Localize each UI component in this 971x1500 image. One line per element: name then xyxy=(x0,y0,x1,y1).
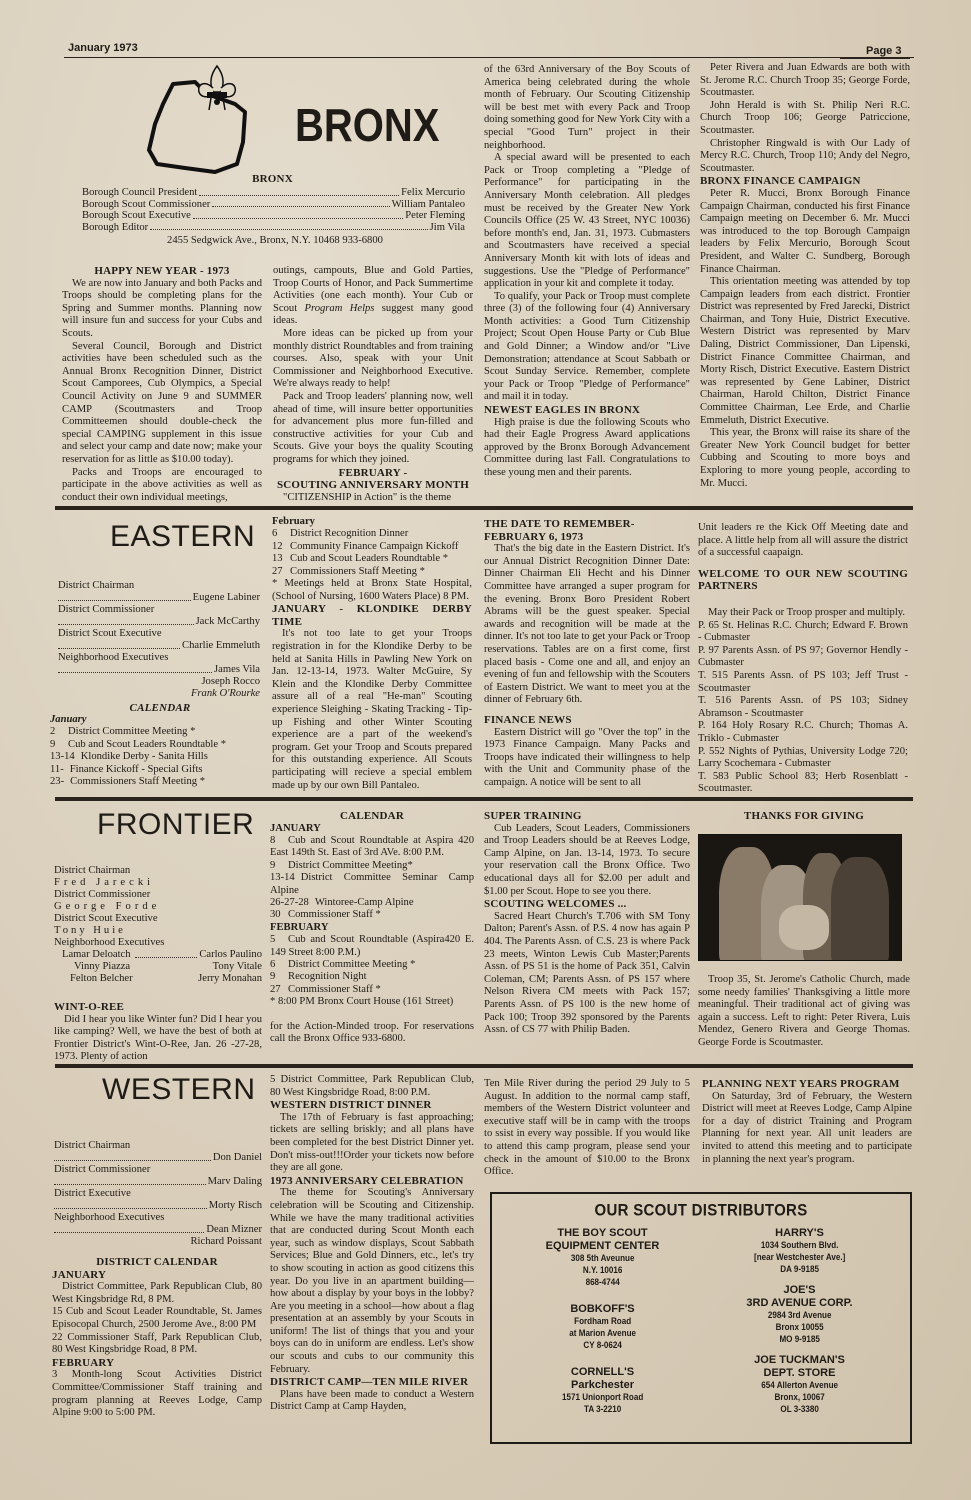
calendar-row: 23- Commissioners Staff Meeting * xyxy=(50,776,205,788)
article-heading: JANUARY - KLONDIKE DERBY TIME xyxy=(272,603,472,628)
distributor-store: CORNELL'S Parkchester 1571 Unionport Road TA 3-2210 xyxy=(561,1366,644,1415)
eastern-section-title: EASTERN xyxy=(110,520,256,553)
eastern-february-calendar: February 6 District Recognition Dinner 12 Community Finance Campaign Kickoff 13 Cub and Scout Leaders Roundtable * 27 Commissioners Staff Meeting * * Meetings held at Bronx State Hospital, (School of Nursing, 1600 Waters Place) 8 PM. JANUARY - KLONDIKE DERBY TIME It's not too late to get your Troops registration in for the Klondike Derby to be held at Sanita Hills in Pawling New York on Jan. 12-13-14, 1973. Walter McGuire, Sy Klein and the Klondike Derby Committee assure all of a real "He-man" Scouting experience Sleighing - Skating Tracking - Tip-up Fishing and other Winter Scouting experience are a part of the weekend's program. Get your Troop and Scouts prepared for this outstanding experience. All Scouts participating will recieve a special emblem made up by our own Bill Pantaleo. xyxy=(272,516,472,791)
article-heading: PLANNING NEXT YEARS PROGRAM xyxy=(702,1078,900,1090)
article-heading: FINANCE NEWS xyxy=(484,713,572,726)
partner-unit: T. 515 Parents Assn. of PS 103; Jeff Trust - Scoutmaster xyxy=(698,669,908,694)
distributors-left-column xyxy=(514,1227,691,1430)
article-heading: SCOUTING ANNIVERSARY MONTH xyxy=(276,479,470,492)
calendar-row: 9 District Committee Meeting* xyxy=(270,859,413,871)
partner-unit: P. 552 Nights of Pythias, University Lodge 720; Larry Scochemara - Cubmaster xyxy=(698,745,908,770)
western-section-title: WESTERN xyxy=(102,1073,256,1106)
bronx-officers-list xyxy=(82,187,465,233)
calendar-row: 13-14 District Committee Seminar Camp Alpine xyxy=(270,872,474,896)
calendar-row: 6 District Committee Meeting * xyxy=(270,959,416,971)
article-new-partners: Unit leaders re the Kick Off Meeting date and place. A little help from all will assure the district of a successful caapaign. WELCOME TO OUR NEW SCOUTING PARTNERS May their Pack or Troop prosper and multiply. P. 65 St. Helinas R.C. Church; Edward F. Brown - Cubmaster P. 97 Parents Assn. of PS 97; Governor Hendly - Cubmaster T. 515 Parents Assn. of PS 103; Jeff Trust - Scoutmaster T. 516 Parents Assn. of PS 103; Sidney Abramson - Scoutmaster P. 164 Holy Rosary R.C. Church; Thomas A. Triklo - Cubmaster P. 552 Nights of Pythias, University Lodge 720; Larry Scochemara - Cubmaster T. 583 Public School 83; Herb Rosenblatt - Scoutmaster. xyxy=(698,522,908,795)
article-happy-new-year: HAPPY NEW YEAR - 1973 We are now into January and both Packs and Troops should be completing plans for the Spring and Summer months. Planning now will insure fun and success for your Cubs and Scouts. Several Council, Borough and District activities have been scheduled such as the Annual Bronx Recognition Dinner, District Scout Camporees, Cub Olympics, a Special Council Activity on June 9 and SUMMER CAMP (Scoutmasters and Troop Committeemen should double-check the special CAMPING supplement in this issue and select your camp and date now; make your reservation for as little as $10.00 today). Packs and Troops are encouraged to participate in the above activities as well as conduct their own individual meetings, xyxy=(62,265,262,503)
thanksgiving-photo xyxy=(698,834,902,961)
eastern-calendar-heading: CALENDAR xyxy=(129,702,191,714)
eastern-officers-list: District Chairman Eugene Labiner District Commissioner Jack McCarthy District Scout Executive Charlie Emmeluth Neighborhood Executives James Vila Joseph Rocco Frank O'Rourke xyxy=(58,580,260,699)
calendar-row: 13-14 Klondike Derby - Sanita Hills xyxy=(50,751,208,763)
article-heading: SUPER TRAINING xyxy=(484,810,582,822)
officer-row: Borough Council President Felix Mercurio xyxy=(82,187,465,198)
article-district-camp-cont: Ten Mile River during the period 29 July to 5 August. In addition to the normal camp staff, members of the Western District volunteer and executive staff will be in camp with the troops to ssist in every way possible. If you would like to attend this camp program, please send your check in the amount of $10.00 to the Bronx Office. xyxy=(484,1078,690,1178)
calendar-row: 9 Recognition Night xyxy=(270,971,367,983)
section-divider xyxy=(55,506,913,510)
header-rule xyxy=(64,57,914,58)
article-happy-new-year-cont: outings, campouts, Blue and Gold Parties, Troop Courts of Honor, and Pack Summertime Activities (one each month). Your Cub or Scout Program Helps suggest many good ideas. More ideas can be picked up from your monthly district Roundtables and from training courses. Also, speak with your Unit Commissioner and Neighborhood Executive. We're always ready to help! Pack and Troop leaders' planning now, well ahead of time, will insure better opportunities for advancement plus more fun-filled and constructive activities for your Cub and Scouts. Give your boys the quality Scouting programs for which they joined. FEBRUARY - SCOUTING ANNIVERSARY MONTH "CITIZENSHIP in Action" is the theme xyxy=(273,265,474,503)
partner-unit: P. 164 Holy Rosary R.C. Church; Thomas A. Triklo - Cubmaster xyxy=(698,720,908,744)
article-heading: 1973 ANNIVERSARY CELEBRATION xyxy=(270,1174,464,1187)
article-heading: WINT-O-REE xyxy=(54,1001,125,1013)
frontier-calendar: CALENDAR JANUARY 8 Cub and Scout Roundtable at Aspira 420 East 149th St. East of 3rd AVe. 8:00 P.M. 9 District Committee Meeting* 13-14 District Committee Seminar Camp Alpine 26-27-28 Wintoree-Camp Alpine 30 Commissioner Staff * FEBRUARY 5 Cub and Scout Roundtable (Aspira420 E. 149 Street 8:00 P.M.) 6 District Committee Meeting * 9 Recognition Night 27 Commissioner Staff * * 8:00 PM Bronx Court House (161 Street) for the Action-Minded troop. For reservations call the Bronx Office 933-6800. xyxy=(270,810,474,1045)
partner-unit: P. 65 St. Helinas R.C. Church; Edward F. Brown - Cubmaster xyxy=(698,619,908,644)
calendar-row: 12 Community Finance Campaign Kickoff xyxy=(272,540,459,552)
distributor-store: JOE'S 3RD AVENUE CORP. 2984 3rd Avenue Bronx 10055 MO 9-9185 xyxy=(746,1284,853,1345)
article-anniversary-month: of the 63rd Anniversary of the Boy Scouts of America being celebrated during the whole month of February. Our Scouting Citizenship will be best met with every Pack and Troop doing something good for New York City with a special "Good Turn" project in their neighborhood. A special award will be presented to each Pack or Troop completing a "Pledge of Performance" for participating in the Anniversary Month celebration. All pledges must be received by the Greater New York Councils Office (25 W. 43 Street, NYC 10036) before month's end, Jan. 31, 1973. Cubmasters and Scoutmasters have received a special Anniversary Month kit with lots of ideas and suggestions. Use the "Pledge of Performance" application in your kit and complete it today. To qualify, your Pack or Troop must complete three (3) of the following four (4) Anniversary Month activities: a Good Turn Citizenship Project; Scout Open House Party or Cub Blue and Gold Dinner; a Window and/or "Live Demonstration; attendance at Scout Sabbath or Scout Sunday Service. Remember, complete your Pack or Troop "Pledge of Performance" and mail it in today. NEWEST EAGLES IN BRONX High praise is due the following Scouts who had their Eagle Progress Award applications approved by the Bronx Borough Advancement Committee during last Fall. Congratulations to these young men and their parents. xyxy=(484,64,690,478)
article-planning-program: PLANNING NEXT YEARS PROGRAM On Saturday, 3rd of February, the Western District will meet at Reeves Lodge, Camp Alpine for a day of district Training and Program Planning for next year. All unit leaders are invited to attend this meeting and to participate in planning the next year's program. xyxy=(702,1078,912,1165)
frontier-officers-list: District Chairman Fred Jarecki District Commissioner George Forde District Scout Executive Tony Huie Neighborhood Executives Lamar Deloatch Carlos Paulino Vinny Piazza Tony Vitale Felton Belcher Jerry Monahan xyxy=(54,865,262,984)
thanks-caption: Troop 35, St. Jerome's Catholic Church, made some needy families' Thanksgiving a little more meaningful. Their traditional act of giving was again a success. Left to right: Peter Rivera, Luis Mendez, Genero Rivera and George Thomas. George Forde is Scoutmaster. xyxy=(698,974,910,1048)
calendar-row: 30 Commissioner Staff * xyxy=(270,909,381,921)
article-heading: WELCOME TO OUR NEW SCOUTING PARTNERS xyxy=(698,567,908,593)
section-divider xyxy=(55,1064,913,1068)
officer-row: Borough Scout Executive Peter Fleming xyxy=(82,210,465,221)
calendar-row: 27 Commissioner Staff * xyxy=(270,983,381,995)
calendar-row: 5 Cub and Scout Roundtable (Aspira420 E. 149 Street 8:00 P.M.) xyxy=(270,934,474,958)
calendar-row: 27 Commissioners Staff Meeting * xyxy=(272,565,425,577)
distributor-store: THE BOY SCOUT EQUIPMENT CENTER 308 5th Aveunue N.Y. 10016 868-4744 xyxy=(545,1227,660,1288)
article-heading: HAPPY NEW YEAR - 1973 xyxy=(94,265,230,277)
officer-row: Borough Editor Jim Vila xyxy=(82,221,465,233)
article-heading: DISTRICT CAMP—TEN MILE RIVER xyxy=(270,1376,469,1389)
issue-date: January 1973 xyxy=(68,42,138,54)
article-wintoree: WINT-O-REE Did I hear you like Winter fun? Did I hear you like camping? Well, we have the best of both at Frontier District's Wint-O-Ree, Jan. 26 -27-28, 1973. Plenty of action xyxy=(54,1001,262,1063)
calendar-row: 2 District Committee Meeting * xyxy=(50,726,196,738)
article-finance-campaign: Peter Rivera and Juan Edwards are both with St. Jerome R.C. Church Troop 35; George Forde, Scoutmaster. John Herald is with St. Philip Neri R.C. Church Troop 106; George Patriccione, Scoutmaster. Christopher Ringwald is with Our Lady of Mercy R.C. Church, Troop 110; Andy del Negro, Scoutmaster. BRONX FINANCE CAMPAIGN Peter R. Mucci, Bronx Borough Finance Campaign Chairman, conducted his first Finance Campaign meeting on December 6. Mr. Mucci was introduced to the top Borough Campaign leaders by Felix Mercurio, Borough Scout President, and Walter C. Sundberg, Borough Finance Chairman. This orientation meeting was attended by top Campaign leaders from each district. Frontier District was represented by Fred Jarecki, District Chairman, and Tony Huie, District Executive. Western District was represented by Marv Daling, District Commissioner, Dan Lipenski, District Finance Committee Chairman, and Morty Risch, District Executive. Eastern District was represented by Gene Labiner, District Chairman, Harold Chilton, District Finance Committee Chairman, Lee Erde, and Charlie Emmeluth, District Executive. This year, the Bronx will raise its share of the Greater New York Council budget for better Cubbing and Scouting to more boys and Exploring to more young people, according to Mr. Mucci. xyxy=(700,62,910,489)
article-heading: BRONX FINANCE CAMPAIGN xyxy=(700,175,861,188)
calendar-row: 9 Cub and Scout Leaders Roundtable * xyxy=(50,738,226,750)
distributors-right-column xyxy=(711,1227,888,1430)
page-number: Page 3 xyxy=(866,45,902,57)
scout-distributors-box xyxy=(490,1192,912,1444)
calendar-row: 8 Cub and Scout Roundtable at Aspira 420 East 149th St. East of 3rd AVe. 8:00 P.M. xyxy=(270,835,474,859)
partner-unit: T. 583 Public School 83; Herb Rosenblatt - Scoutmaster. xyxy=(698,770,908,795)
article-heading: WESTERN DISTRICT DINNER xyxy=(270,1099,432,1112)
article-heading: NEWEST EAGLES IN BRONX xyxy=(484,404,641,417)
distributors-title: OUR SCOUT DISTRIBUTORS xyxy=(594,1201,808,1220)
distributor-store: BOBKOFF'S Fordham Road at Marion Avenue CY 8-0624 xyxy=(569,1303,636,1351)
article-super-training: SUPER TRAINING Cub Leaders, Scout Leaders, Commissioners and Troop Leaders should be at Reeves Lodge, Camp Alpine, on Jan. 13-14, 1973. To secure your reservation call the Bronx Office. Two educational days all for $2.00 per adult and $1.00 per Scout. Hope to see you there. SCOUTING WELCOMES ... Sacred Heart Church's T.706 with SM Tony Dalton; Parent's Assn. of P.S. 4 now has again P 404. The Parents Assn. of C.S. 23 is where Pack 23 meets, Winton Lewis Cub Master;Parents Assn. of PS 51 is the home of Pack 351, Calvin Coleman, CM; Parents Assn. of PS 157 where Nelson Rivera CM meets with Pack 157; Parents Assn. of PS 100 is the new home of Pack 100; Troop 392 sponsored by the Parents Assn. of CS 77 with Philip Baden. xyxy=(484,810,690,1036)
calendar-row: 11- Finance Kickoff - Special Gifts xyxy=(50,763,203,775)
western-district-calendar: DISTRICT CALENDAR JANUARY District Committee, Park Republican Club, 80 West Kingsbridge Rd, 8 PM. 15 Cub and Scout Leader Roundtable, St. James Episocopal Church, 2500 Jerome Ave., 8:00 PM 22 Commissioner Staff, Park Republican Club, 80 West Kingsbridge Road, 8 PM. FEBRUARY 3 Month-long Scout Activities District Committee/Commissioner Staff training and program planning at Reeves Lodge, Camp Alpine 9:00 to 5:00 PM. xyxy=(52,1256,262,1419)
calendar-row: 26-27-28 Wintoree-Camp Alpine xyxy=(270,897,414,909)
bronx-address: 2455 Sedgwick Ave., Bronx, N.Y. 10468 933-6800 xyxy=(167,235,383,246)
article-western-dinner: 5 District Committee, Park Republican Club, 80 West Kingsbridge Road, 8:00 P.M. WESTERN DISTRICT DINNER The 17th of February is fast approaching; tickets are selling briskly; and all plans have been completed for the best District Dinner yet. Don't miss-out!!!Order your tickets now before they are all gone. 1973 ANNIVERSARY CELEBRATION The theme for Scouting's Anniversary celebration will be Scouting and Citizenship. While we have the many traditional activities that are conducted during Scout Month each year, such as window displays, Scout Sabbath Services; Blue and Gold Dinners, etc., let's try to show scouting in action as good citizens this year. Do you live in an apartment building—how about a display by your boys in the lobby? Are you meeting in a school—how about a flag presentation at an assembly by your Scouts in uniform! The list of things that you and your boys can do in uniform are endless. Let's show our scouts and cubs to our community this February. DISTRICT CAMP—TEN MILE RIVER Plans have been made to conduct a Western District Camp at Camp Hayden, xyxy=(270,1074,474,1413)
bronx-subtitle: BRONX xyxy=(252,173,293,185)
article-heading: SCOUTING WELCOMES ... xyxy=(484,898,627,911)
thanks-heading: THANKS FOR GIVING xyxy=(743,810,865,822)
partner-unit: T. 516 Parents Assn. of PS 103; Sidney Abramson - Scoutmaster xyxy=(698,695,908,719)
header-rule-accent xyxy=(840,57,910,59)
distributor-store: HARRY'S 1034 Southern Blvd. [near Westchester Ave.] DA 9-9185 xyxy=(753,1227,846,1275)
distributor-store: JOE TUCKMAN'S DEPT. STORE 654 Allerton Avenue Bronx, 10067 OL 3-3380 xyxy=(754,1354,845,1415)
western-officers-list: District Chairman Don Daniel District Commissioner Marv Daling District Executive Morty Risch Neighborhood Executives Dean Mizner Richard Poissant xyxy=(54,1140,262,1247)
officer-row: Borough Scout Commissioner William Pantaleo xyxy=(82,198,465,210)
partner-unit: P. 97 Parents Assn. of PS 97; Governor Hendly - Cubmaster xyxy=(698,644,908,669)
frontier-section-title: FRONTIER xyxy=(97,808,255,841)
calendar-row: 6 District Recognition Dinner xyxy=(272,528,409,540)
section-divider xyxy=(55,797,913,801)
article-date-to-remember: THE DATE TO REMEMBER- FEBRUARY 6, 1973 That's the big date in the Eastern District. It's our Annual District Recognition Dinner Date: Dinner Chairman Eli Hecht and his Dinner Committee have arranged a super program for the evening. Bronx Boro President Robert Abrams will be the guest speaker. Special awards and recognition will be made at the dinner. It's not too late to get your Pack or Troop reservations. Tables are on a first come, first placed basis - Come one and all, and enjoy an evening of fun and fellowship with the Scouters of Eastern District. We want to meet you at the dinner of February 6th. FINANCE NEWS Eastern District will go "Over the top" in the 1973 Finance Campaign. Many Packs and Troops have indicated their willingness to help with the Unit and Community phase of the campaign. A notice will be sent to all xyxy=(484,518,690,788)
bronx-section-title: BRONX xyxy=(295,100,440,152)
calendar-row: 13 Cub and Scout Leaders Roundtable * xyxy=(272,553,448,565)
eastern-january-calendar: January 2 District Committee Meeting * 9 Cub and Scout Leaders Roundtable * 13-14 Klondike Derby - Sanita Hills 11- Finance Kickoff - Special Gifts 23- Commissioners Staff Meeting * xyxy=(50,714,265,788)
bronx-map-scout-emblem-icon xyxy=(145,64,265,174)
